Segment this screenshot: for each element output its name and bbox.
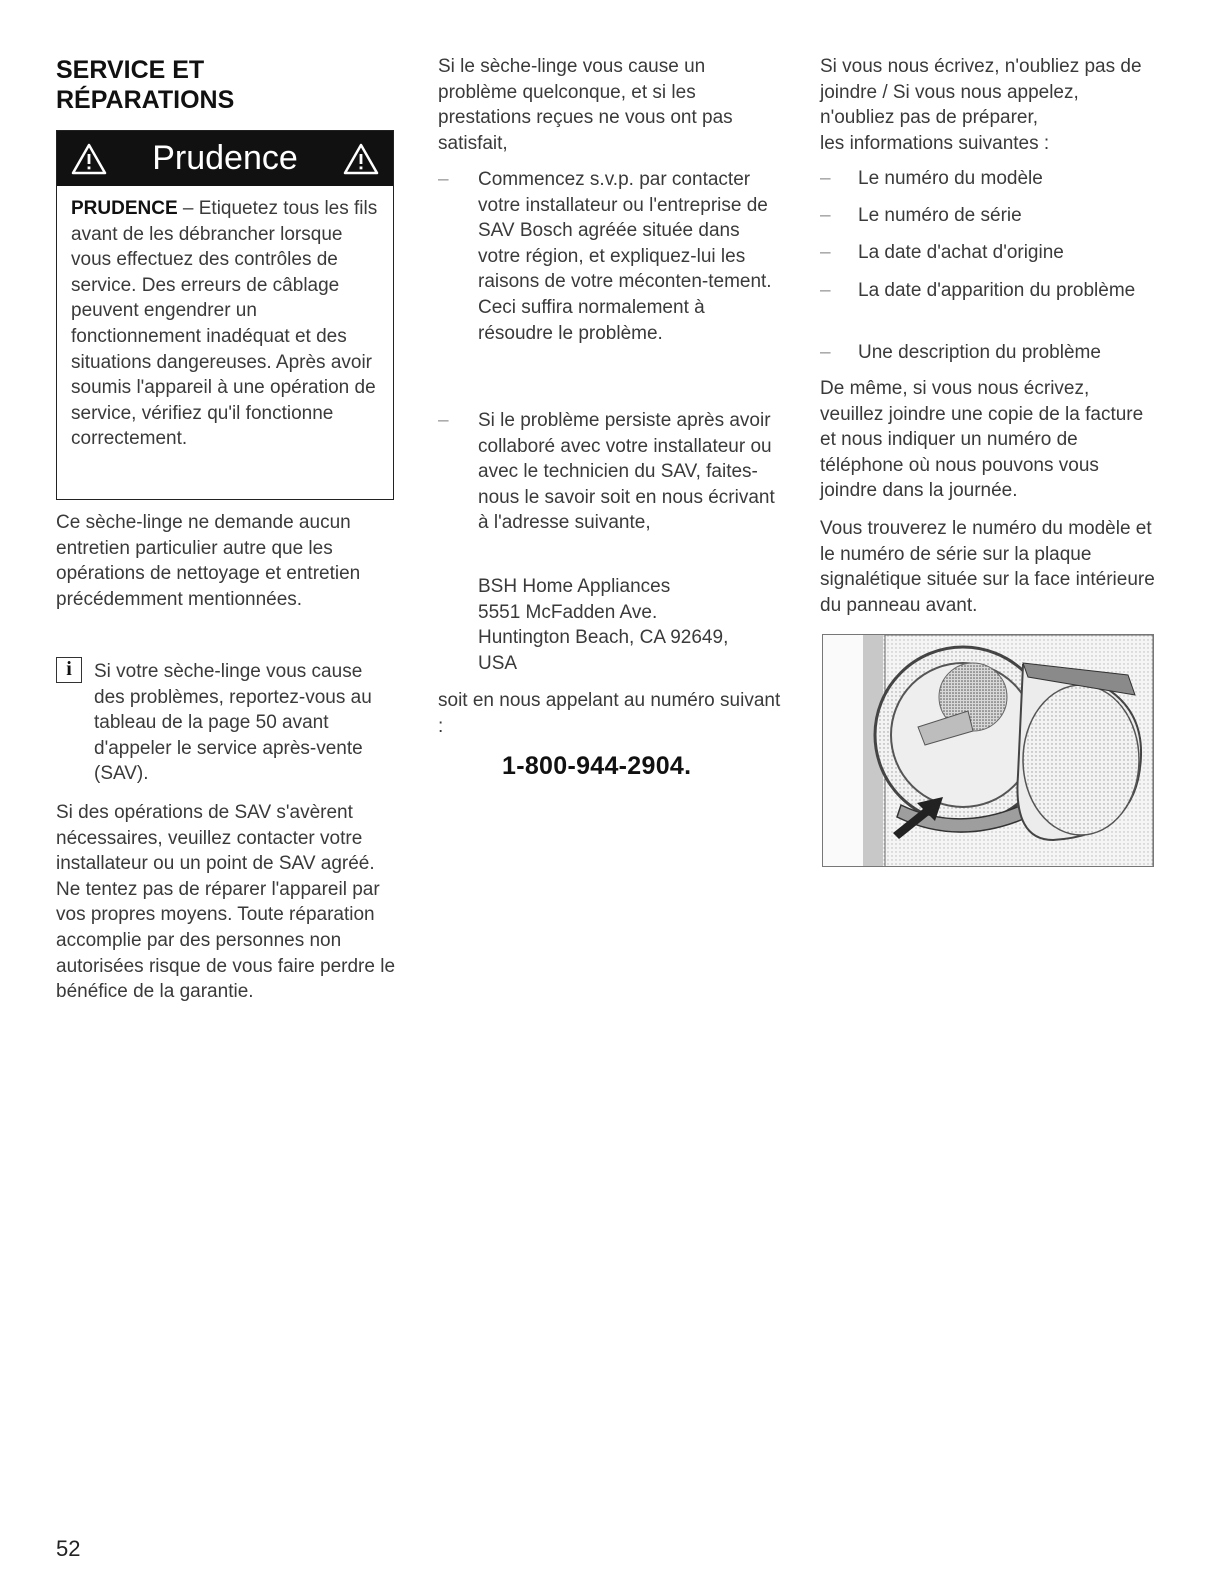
phone-number[interactable]: 1-800-944-2904. bbox=[502, 752, 692, 780]
caution-header bbox=[57, 131, 393, 186]
dash-bullet: – bbox=[438, 169, 449, 190]
section-title: SERVICE ET RÉPARATIONS bbox=[56, 56, 235, 114]
contact-info-paragraph: Si vous nous écrivez, n'oubliez pas de joindre / Si vous nous appelez, n'oubliez pas de préparer, les informations suivantes : bbox=[820, 56, 1142, 154]
list-item-text: Le numéro du modèle bbox=[858, 168, 1043, 189]
list-item-text: Une description du problème bbox=[858, 342, 1101, 363]
dash-bullet: – bbox=[438, 410, 449, 431]
info-note-text: Si votre sèche-linge vous cause des problèmes, reportez-vous au tableau de la page 50 avant d'appeler le service après-vente (SAV). bbox=[94, 661, 372, 785]
mailing-address: BSH Home Appliances 5551 McFadden Ave. Huntington Beach, CA 92649, USA bbox=[478, 576, 729, 674]
dryer-door-illustration bbox=[822, 634, 1154, 867]
caution-label: PRUDENCE bbox=[71, 198, 178, 219]
maintenance-paragraph: Ce sèche-linge ne demande aucun entretien particulier autre que les opérations de nettoyage et entretien précédemment mentionnées. bbox=[56, 512, 361, 610]
list-item-text: Si le problème persiste après avoir collaboré avec votre installateur ou avec le technicien du SAV, faites-nous le savoir soit en nous écrivant à l'adresse suivante, bbox=[478, 410, 775, 534]
list-item-text: Commencez s.v.p. par contacter votre installateur ou l'entreprise de SAV Bosch agréée située dans votre région, et expliquez-lui les raisons de votre méconten-tement. Ceci suffira normalement à résoudre le problème. bbox=[478, 169, 772, 344]
call-paragraph: soit en nous appelant au numéro suivant : bbox=[438, 690, 781, 737]
problem-intro-paragraph: Si le sèche-linge vous cause un problème quelconque, et si les prestations reçues ne vous ont pas satisfait, bbox=[438, 56, 733, 154]
caution-body bbox=[57, 186, 393, 452]
list-item-text: La date d'achat d'origine bbox=[858, 242, 1064, 263]
caution-box bbox=[56, 130, 394, 500]
info-icon: i bbox=[56, 657, 82, 683]
rating-plate-paragraph: Vous trouverez le numéro du modèle et le numéro de série sur la plaque signalétique située sur la face intérieure du panneau avant. bbox=[820, 518, 1155, 616]
service-paragraph: Si des opérations de SAV s'avèrent nécessaires, veuillez contacter votre installateur ou un point de SAV agréé. Ne tentez pas de réparer l'appareil par vos propres moyens. Toute réparation accomplie par des personnes non autorisées risque de vous faire perdre le bénéfice de la garantie. bbox=[56, 802, 396, 1003]
warning-triangle-icon bbox=[71, 143, 107, 175]
warning-triangle-icon bbox=[343, 143, 379, 175]
caution-title: Prudence bbox=[152, 139, 298, 177]
caution-text bbox=[71, 196, 379, 452]
caution-message: – Etiquetez tous les fils avant de les débrancher lorsque vous effectuez des contrôles de service. Des erreurs de câblage peuvent engendrer un fonctionnement inadéquat et des situations dangereuses. Après avoir soumis l'appareil à une opération de service, vérifiez qu'il fonctionne correctement. bbox=[71, 198, 378, 450]
page-number: 52 bbox=[56, 1536, 81, 1561]
invoice-paragraph: De même, si vous nous écrivez, veuillez joindre une copie de la facture et nous indiquer un numéro de téléphone où nous pouvons vous joindre dans la journée. bbox=[820, 378, 1144, 502]
list-item-text: La date d'apparition du problème bbox=[858, 280, 1136, 301]
dryer-illustration-svg bbox=[823, 635, 1154, 867]
list-item-text: Le numéro de série bbox=[858, 205, 1022, 226]
